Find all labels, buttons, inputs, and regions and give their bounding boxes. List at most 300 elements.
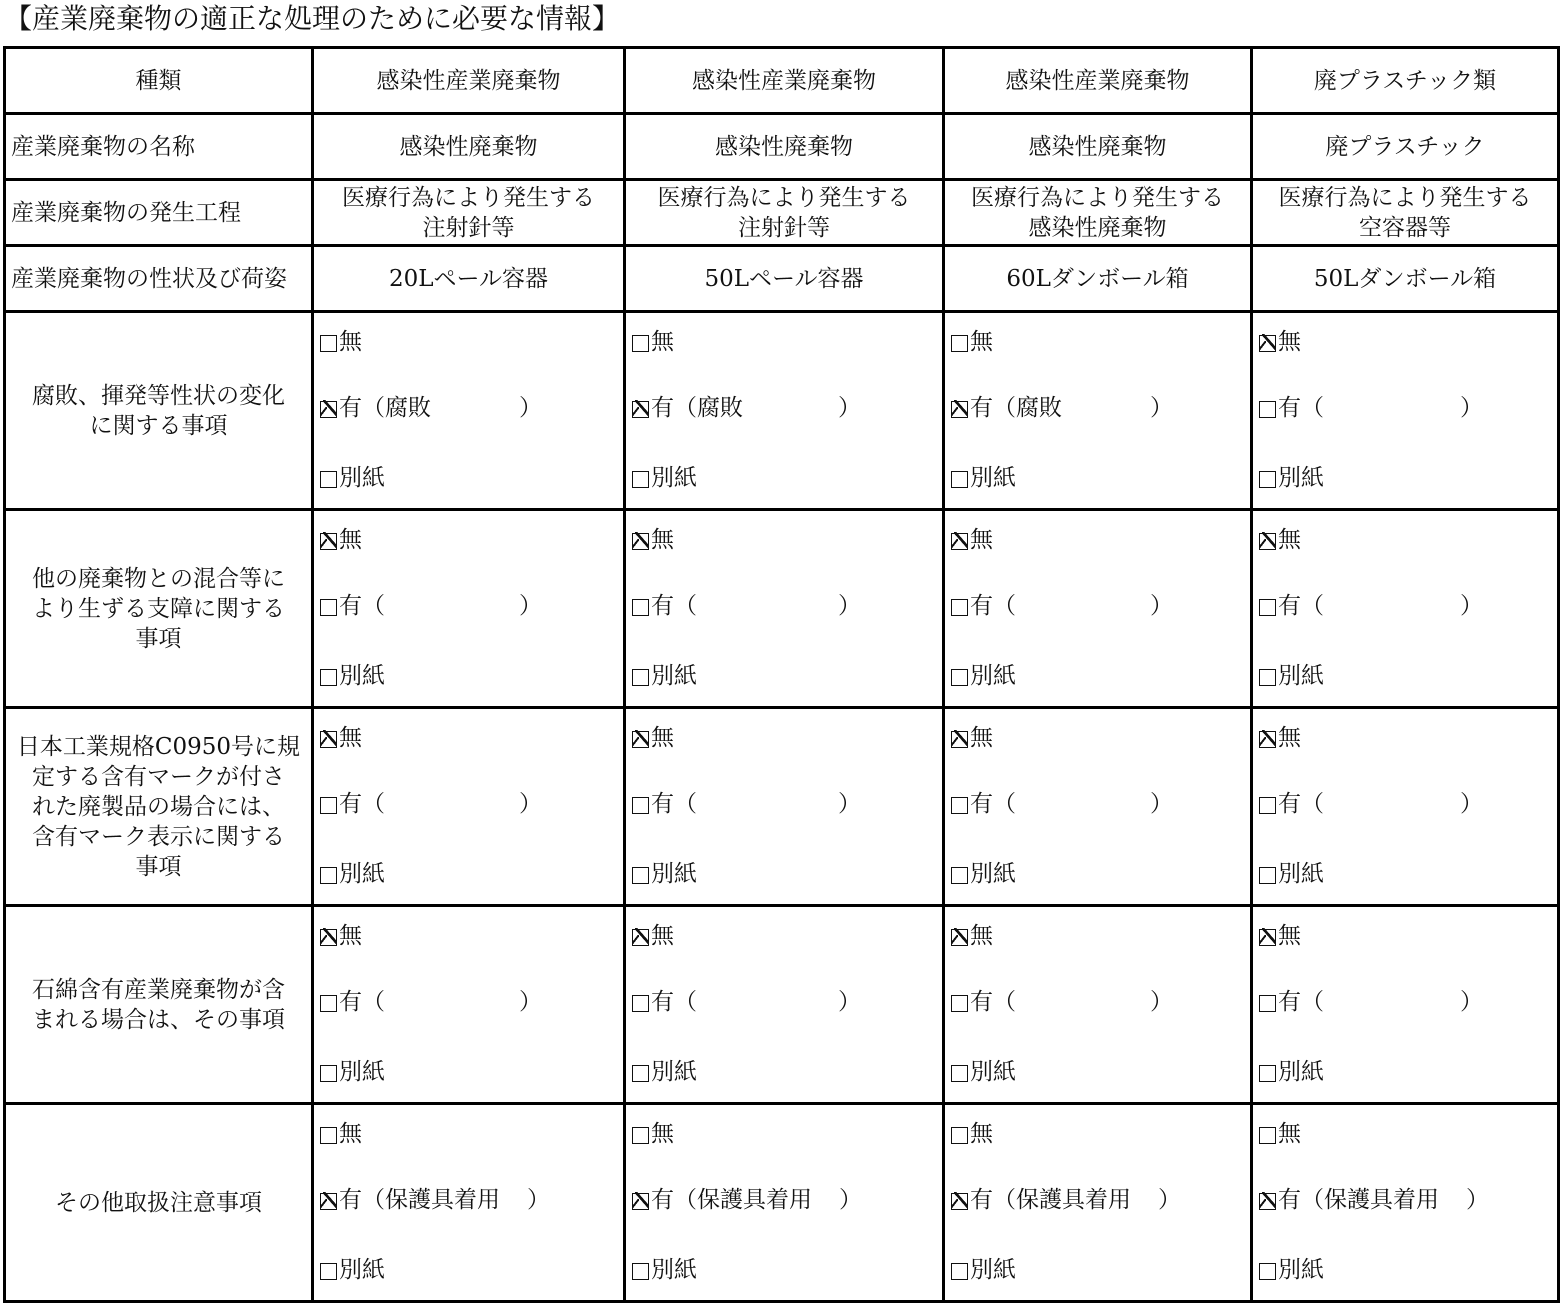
option-label: 有	[1278, 989, 1301, 1015]
section-label-line: 石綿含有産業廃棄物が含	[32, 976, 285, 1003]
option-yes[interactable]	[320, 1185, 500, 1215]
option-yes[interactable]	[1259, 789, 1324, 819]
checkbox-icon[interactable]	[632, 471, 649, 488]
checkbox-group	[625, 312, 944, 510]
process-line: 空容器等	[1359, 214, 1451, 241]
open-paren: （	[674, 791, 697, 817]
option-label: 有	[651, 791, 674, 817]
waste-name: 感染性廃棄物	[944, 114, 1252, 180]
option-label: 無	[651, 1121, 674, 1147]
option-attachment[interactable]	[951, 859, 1016, 889]
process-value	[313, 180, 625, 246]
checked-checkbox-icon[interactable]	[632, 1193, 649, 1210]
option-label: 別紙	[1278, 663, 1324, 689]
option-label: 有	[339, 791, 362, 817]
checked-checkbox-icon[interactable]	[1259, 1193, 1276, 1210]
option-label: 別紙	[651, 861, 697, 887]
option-label: 別紙	[339, 861, 385, 887]
section-label-line: 他の廃棄物との混合等に	[32, 565, 285, 592]
option-yes[interactable]	[320, 393, 431, 423]
checkbox-icon[interactable]	[632, 1127, 649, 1144]
close-paren: ）	[839, 1187, 862, 1213]
option-yes[interactable]	[951, 789, 1016, 819]
close-paren: ）	[519, 593, 542, 619]
option-yes[interactable]	[320, 591, 385, 621]
option-none[interactable]	[320, 327, 362, 357]
open-paren: （	[1301, 593, 1324, 619]
option-label: 無	[970, 923, 993, 949]
waste-info-table	[3, 46, 1560, 1303]
open-paren: （	[1301, 395, 1324, 421]
option-attachment[interactable]	[320, 661, 385, 691]
process-line: 医療行為により発生する	[342, 184, 595, 211]
option-attachment[interactable]	[320, 859, 385, 889]
option-label: 別紙	[970, 861, 1016, 887]
option-attachment[interactable]	[320, 463, 385, 493]
checkbox-group	[625, 510, 944, 708]
checkbox-icon[interactable]	[632, 335, 649, 352]
checkbox-icon[interactable]	[951, 995, 968, 1012]
option-yes[interactable]	[632, 987, 697, 1017]
option-label: 別紙	[1278, 861, 1324, 887]
section-label-line: 日本工業規格C0950号に規	[16, 733, 301, 760]
checkbox-group	[1252, 1104, 1559, 1302]
checked-checkbox-icon[interactable]	[1259, 731, 1276, 748]
option-attachment[interactable]	[951, 1255, 1016, 1285]
option-label: 有	[651, 395, 674, 421]
option-label: 別紙	[651, 1059, 697, 1085]
header-column: 廃プラスチック類	[1252, 48, 1559, 114]
yes-detail: 腐敗	[385, 395, 431, 421]
section-label-line: より生ずる支障に関する	[32, 595, 285, 622]
checkbox-icon[interactable]	[1259, 867, 1276, 884]
close-paren: ）	[519, 395, 542, 421]
option-label: 無	[1278, 1121, 1301, 1147]
close-paren: ）	[1150, 989, 1173, 1015]
section-label	[5, 708, 313, 906]
close-paren: ）	[838, 395, 861, 421]
row-label: 産業廃棄物の名称	[5, 114, 313, 180]
checked-checkbox-icon[interactable]	[632, 401, 649, 418]
form-value: 60Lダンボール箱	[944, 246, 1252, 312]
option-yes[interactable]	[320, 987, 385, 1017]
header-row	[5, 48, 1559, 114]
yes-detail: 保護具着用	[1324, 1187, 1439, 1213]
checkbox-icon[interactable]	[632, 669, 649, 686]
checked-checkbox-icon[interactable]	[951, 1193, 968, 1210]
option-attachment[interactable]	[632, 661, 697, 691]
form-value: 50Lペール容器	[625, 246, 944, 312]
option-attachment[interactable]	[951, 1057, 1016, 1087]
checked-checkbox-icon[interactable]	[951, 731, 968, 748]
option-attachment[interactable]	[632, 1057, 697, 1087]
name-row	[5, 114, 1559, 180]
process-line: 感染性廃棄物	[1028, 214, 1167, 241]
option-none[interactable]	[1259, 525, 1301, 555]
checked-checkbox-icon[interactable]	[951, 401, 968, 418]
section-label	[5, 1104, 313, 1302]
option-label: 別紙	[1278, 1257, 1324, 1283]
option-attachment[interactable]	[1259, 859, 1324, 889]
option-label: 無	[339, 923, 362, 949]
section-label	[5, 906, 313, 1104]
option-none[interactable]	[951, 1119, 993, 1149]
row-label: 産業廃棄物の性状及び荷姿	[5, 246, 313, 312]
checkbox-icon[interactable]	[632, 867, 649, 884]
checkbox-icon[interactable]	[1259, 599, 1276, 616]
close-paren: ）	[838, 593, 861, 619]
section-label	[5, 510, 313, 708]
option-label: 別紙	[970, 1059, 1016, 1085]
checkbox-group	[313, 510, 625, 708]
checked-checkbox-icon[interactable]	[951, 533, 968, 550]
close-paren: ）	[838, 791, 861, 817]
option-attachment[interactable]	[951, 661, 1016, 691]
section-label-line: れた廃製品の場合には、	[32, 793, 285, 820]
option-label: 有	[339, 593, 362, 619]
option-attachment[interactable]	[1259, 661, 1324, 691]
checkbox-group	[944, 708, 1252, 906]
option-label: 無	[339, 1121, 362, 1147]
checkbox-group	[944, 1104, 1252, 1302]
option-label: 別紙	[1278, 465, 1324, 491]
section-label-line: 事項	[135, 853, 182, 880]
checkbox-icon[interactable]	[1259, 669, 1276, 686]
option-label: 有	[970, 989, 993, 1015]
yes-detail: 保護具着用	[385, 1187, 500, 1213]
checked-checkbox-icon[interactable]	[632, 533, 649, 550]
option-none[interactable]	[632, 921, 674, 951]
option-attachment[interactable]	[632, 1255, 697, 1285]
yes-detail: 腐敗	[1016, 395, 1062, 421]
option-none[interactable]	[1259, 327, 1301, 357]
option-none[interactable]	[951, 723, 993, 753]
checked-checkbox-icon[interactable]	[1259, 929, 1276, 946]
checkbox-icon[interactable]	[1259, 995, 1276, 1012]
option-label: 無	[970, 527, 993, 553]
open-paren: （	[674, 1187, 697, 1213]
open-paren: （	[674, 593, 697, 619]
form-value: 50Lダンボール箱	[1252, 246, 1559, 312]
checkbox-group	[625, 906, 944, 1104]
process-line: 医療行為により発生する	[971, 184, 1224, 211]
process-line: 医療行為により発生する	[657, 184, 911, 211]
option-none[interactable]	[632, 1119, 674, 1149]
open-paren: （	[993, 989, 1016, 1015]
checked-checkbox-icon[interactable]	[632, 929, 649, 946]
close-paren: ）	[1460, 593, 1483, 619]
checkbox-group	[313, 708, 625, 906]
open-paren: （	[1301, 989, 1324, 1015]
process-value	[944, 180, 1252, 246]
open-paren: （	[362, 791, 385, 817]
checkbox-group	[625, 1104, 944, 1302]
header-column: 感染性産業廃棄物	[944, 48, 1252, 114]
checkbox-group	[944, 312, 1252, 510]
waste-name: 感染性廃棄物	[313, 114, 625, 180]
check-section-row	[5, 708, 1559, 906]
option-yes[interactable]	[1259, 1185, 1439, 1215]
option-label: 別紙	[651, 465, 697, 491]
checkbox-icon[interactable]	[320, 471, 337, 488]
checkbox-icon[interactable]	[951, 797, 968, 814]
checkbox-icon[interactable]	[1259, 1127, 1276, 1144]
open-paren: （	[362, 593, 385, 619]
option-label: 有	[339, 1187, 362, 1213]
option-yes[interactable]	[632, 789, 697, 819]
checkbox-icon[interactable]	[951, 867, 968, 884]
section-label-line: 含有マーク表示に関する	[32, 823, 285, 850]
option-label: 有	[651, 593, 674, 619]
close-paren: ）	[519, 791, 542, 817]
open-paren: （	[674, 395, 697, 421]
option-attachment[interactable]	[320, 1255, 385, 1285]
check-section-row	[5, 510, 1559, 708]
option-label: 無	[651, 725, 674, 751]
checkbox-group	[1252, 510, 1559, 708]
open-paren: （	[993, 791, 1016, 817]
option-label: 別紙	[970, 1257, 1016, 1283]
option-attachment[interactable]	[632, 463, 697, 493]
checkbox-group	[313, 906, 625, 1104]
option-label: 無	[339, 725, 362, 751]
process-value	[625, 180, 944, 246]
option-label: 無	[1278, 527, 1301, 553]
checkbox-icon[interactable]	[1259, 471, 1276, 488]
close-paren: ）	[1150, 593, 1173, 619]
close-paren: ）	[1460, 395, 1483, 421]
option-label: 有	[339, 395, 362, 421]
waste-name: 廃プラスチック	[1252, 114, 1559, 180]
option-none[interactable]	[320, 921, 362, 951]
yes-detail: 保護具着用	[697, 1187, 812, 1213]
checked-checkbox-icon[interactable]	[320, 1193, 337, 1210]
option-label: 無	[970, 329, 993, 355]
option-yes[interactable]	[1259, 987, 1324, 1017]
open-paren: （	[1301, 791, 1324, 817]
option-none[interactable]	[632, 525, 674, 555]
option-none[interactable]	[1259, 723, 1301, 753]
checkbox-group	[313, 312, 625, 510]
open-paren: （	[674, 989, 697, 1015]
checkbox-icon[interactable]	[320, 669, 337, 686]
option-none[interactable]	[1259, 921, 1301, 951]
checkbox-group	[1252, 312, 1559, 510]
option-yes[interactable]	[1259, 393, 1324, 423]
option-label: 無	[970, 725, 993, 751]
option-label: 別紙	[651, 1257, 697, 1283]
checkbox-group	[1252, 906, 1559, 1104]
open-paren: （	[362, 395, 385, 421]
option-label: 有	[970, 395, 993, 421]
option-none[interactable]	[320, 723, 362, 753]
option-attachment[interactable]	[632, 859, 697, 889]
open-paren: （	[1301, 1187, 1324, 1213]
option-yes[interactable]	[951, 987, 1016, 1017]
option-attachment[interactable]	[1259, 463, 1324, 493]
close-paren: ）	[1158, 1187, 1181, 1213]
checkbox-icon[interactable]	[320, 1127, 337, 1144]
option-attachment[interactable]	[951, 463, 1016, 493]
option-yes[interactable]	[951, 393, 1062, 423]
option-label: 無	[339, 329, 362, 355]
checkbox-icon[interactable]	[1259, 401, 1276, 418]
row-label: 産業廃棄物の発生工程	[5, 180, 313, 246]
close-paren: ）	[519, 989, 542, 1015]
option-label: 別紙	[970, 465, 1016, 491]
form-value: 20Lペール容器	[313, 246, 625, 312]
option-none[interactable]	[632, 723, 674, 753]
checkbox-icon[interactable]	[951, 669, 968, 686]
option-label: 有	[1278, 395, 1301, 421]
close-paren: ）	[838, 989, 861, 1015]
check-section-row	[5, 312, 1559, 510]
option-label: 有	[1278, 593, 1301, 619]
option-yes[interactable]	[1259, 591, 1324, 621]
checkbox-icon[interactable]	[320, 1263, 337, 1280]
checkbox-icon[interactable]	[320, 599, 337, 616]
option-attachment[interactable]	[1259, 1255, 1324, 1285]
option-label: 有	[339, 989, 362, 1015]
open-paren: （	[993, 395, 1016, 421]
yes-detail: 保護具着用	[1016, 1187, 1131, 1213]
checkbox-icon[interactable]	[320, 335, 337, 352]
close-paren: ）	[1150, 791, 1173, 817]
checked-checkbox-icon[interactable]	[320, 731, 337, 748]
option-label: 別紙	[339, 1059, 385, 1085]
checkbox-icon[interactable]	[632, 797, 649, 814]
option-label: 無	[651, 527, 674, 553]
option-yes[interactable]	[951, 591, 1016, 621]
checkbox-icon[interactable]	[1259, 797, 1276, 814]
close-paren: ）	[1460, 791, 1483, 817]
option-yes[interactable]	[632, 393, 743, 423]
document-title: 【産業廃棄物の適正な処理のために必要な情報】	[4, 2, 621, 35]
waste-name: 感染性廃棄物	[625, 114, 944, 180]
option-label: 無	[339, 527, 362, 553]
section-label-line: 定する含有マークが付さ	[32, 763, 285, 790]
yes-detail: 腐敗	[697, 395, 743, 421]
section-label-line: に関する事項	[89, 412, 228, 439]
option-label: 有	[651, 1187, 674, 1213]
header-column: 感染性産業廃棄物	[313, 48, 625, 114]
open-paren: （	[993, 593, 1016, 619]
option-label: 有	[651, 989, 674, 1015]
process-line: 医療行為により発生する	[1278, 184, 1532, 211]
option-label: 無	[1278, 923, 1301, 949]
option-attachment[interactable]	[320, 1057, 385, 1087]
checked-checkbox-icon[interactable]	[320, 533, 337, 550]
checkbox-icon[interactable]	[951, 1263, 968, 1280]
option-none[interactable]	[632, 327, 674, 357]
checkbox-group	[313, 1104, 625, 1302]
checkbox-icon[interactable]	[951, 1127, 968, 1144]
option-label: 無	[970, 1121, 993, 1147]
checked-checkbox-icon[interactable]	[320, 401, 337, 418]
section-label-line: まれる場合は、その事項	[32, 1006, 285, 1033]
option-label: 別紙	[339, 663, 385, 689]
option-label: 有	[1278, 1187, 1301, 1213]
process-line: 注射針等	[738, 214, 830, 241]
option-yes[interactable]	[320, 789, 385, 819]
option-attachment[interactable]	[1259, 1057, 1324, 1087]
checked-checkbox-icon[interactable]	[632, 731, 649, 748]
checked-checkbox-icon[interactable]	[1259, 335, 1276, 352]
checked-checkbox-icon[interactable]	[320, 929, 337, 946]
checkbox-icon[interactable]	[951, 471, 968, 488]
option-none[interactable]	[320, 525, 362, 555]
checkbox-icon[interactable]	[632, 1065, 649, 1082]
close-paren: ）	[527, 1187, 550, 1213]
option-label: 別紙	[339, 465, 385, 491]
header-label: 種類	[5, 48, 313, 114]
checkbox-icon[interactable]	[951, 1065, 968, 1082]
option-label: 別紙	[651, 663, 697, 689]
option-label: 有	[1278, 791, 1301, 817]
option-label: 無	[651, 329, 674, 355]
open-paren: （	[362, 1187, 385, 1213]
open-paren: （	[993, 1187, 1016, 1213]
section-label	[5, 312, 313, 510]
close-paren: ）	[1460, 989, 1483, 1015]
close-paren: ）	[1466, 1187, 1489, 1213]
option-label: 無	[651, 923, 674, 949]
checkbox-icon[interactable]	[632, 599, 649, 616]
checkbox-icon[interactable]	[951, 335, 968, 352]
option-label: 無	[1278, 329, 1301, 355]
option-yes[interactable]	[951, 1185, 1131, 1215]
section-label-line: 事項	[135, 625, 182, 652]
checkbox-group	[1252, 708, 1559, 906]
checkbox-icon[interactable]	[1259, 1263, 1276, 1280]
checkbox-icon[interactable]	[320, 1065, 337, 1082]
option-none[interactable]	[951, 327, 993, 357]
option-label: 有	[970, 593, 993, 619]
option-label: 有	[970, 1187, 993, 1213]
process-value	[1252, 180, 1559, 246]
checkbox-group	[944, 906, 1252, 1104]
checkbox-icon[interactable]	[1259, 1065, 1276, 1082]
checkbox-icon[interactable]	[951, 599, 968, 616]
checkbox-icon[interactable]	[320, 995, 337, 1012]
checked-checkbox-icon[interactable]	[1259, 533, 1276, 550]
section-label-line: その他取扱注意事項	[55, 1189, 262, 1216]
option-none[interactable]	[1259, 1119, 1301, 1149]
process-row	[5, 180, 1559, 246]
option-yes[interactable]	[632, 1185, 812, 1215]
option-none[interactable]	[320, 1119, 362, 1149]
option-label: 無	[1278, 725, 1301, 751]
checkbox-icon[interactable]	[632, 1263, 649, 1280]
option-label: 別紙	[1278, 1059, 1324, 1085]
option-none[interactable]	[951, 525, 993, 555]
checkbox-group	[944, 510, 1252, 708]
option-label: 別紙	[970, 663, 1016, 689]
checkbox-icon[interactable]	[632, 995, 649, 1012]
section-label-line: 腐敗、揮発等性状の変化	[32, 382, 285, 409]
checkbox-group	[625, 708, 944, 906]
option-none[interactable]	[951, 921, 993, 951]
checkbox-icon[interactable]	[320, 867, 337, 884]
checked-checkbox-icon[interactable]	[951, 929, 968, 946]
process-line: 注射針等	[422, 214, 515, 241]
option-yes[interactable]	[632, 591, 697, 621]
checkbox-icon[interactable]	[320, 797, 337, 814]
check-section-row	[5, 906, 1559, 1104]
header-column: 感染性産業廃棄物	[625, 48, 944, 114]
check-section-row	[5, 1104, 1559, 1302]
form-row	[5, 246, 1559, 312]
